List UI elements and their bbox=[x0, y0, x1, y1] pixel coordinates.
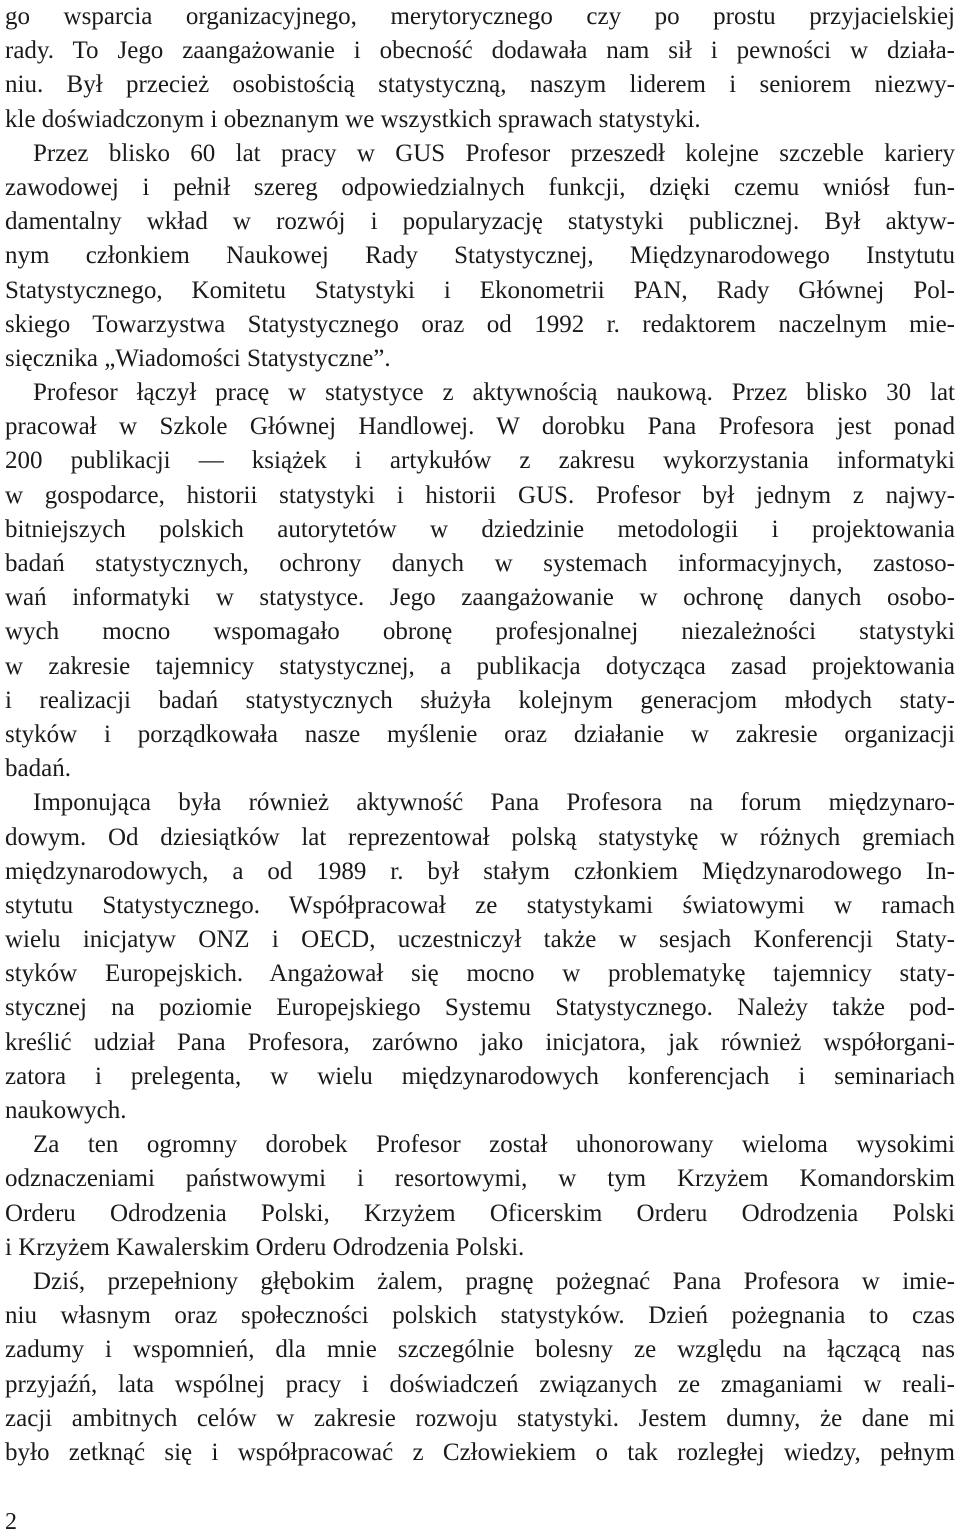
text-line: wań informatyki w statystyce. Jego zaangażowanie w ochronę danych osobo- bbox=[5, 584, 955, 612]
text-line: Imponująca była również aktywność Pana Profesora na forum międzynaro- bbox=[33, 789, 955, 817]
text-line: naukowych. bbox=[5, 1097, 127, 1124]
text-line: Dziś, przepełniony głębokim żalem, pragnę pożegnać Pana Profesora w imie- bbox=[33, 1267, 955, 1295]
page-number: 2 bbox=[5, 1509, 17, 1535]
text-line: wych mocno wspomagało obronę profesjonalnej niezależności statystyki bbox=[5, 618, 955, 646]
text-line: damentalny wkład w rozwój i popularyzację statystyki publicznej. Był aktyw- bbox=[5, 208, 955, 236]
text-line: 200 publikacji — książek i artykułów z zakresu wykorzystania informatyki bbox=[5, 447, 955, 475]
text-line: zatora i prelegenta, w wielu międzynarodowych konferencjach i seminariach bbox=[5, 1062, 955, 1090]
text-line: Profesor łączył pracę w statystyce z aktywnością naukową. Przez blisko 30 lat bbox=[33, 379, 955, 407]
text-line: było zetknąć się i współpracować z Człowiekiem o tak rozległej wiedzy, pełnym bbox=[5, 1438, 955, 1466]
text-line: skiego Towarzystwa Statystycznego oraz od 1992 r. redaktorem naczelnym mie- bbox=[5, 310, 955, 338]
text-line: Statystycznego, Komitetu Statystyki i Ekonometrii PAN, Rady Głównej Pol- bbox=[5, 276, 955, 304]
text-line: bitniejszych polskich autorytetów w dziedzinie metodologii i projektowania bbox=[5, 515, 955, 543]
text-line: badań statystycznych, ochrony danych w systemach informacyjnych, zastoso- bbox=[5, 550, 955, 577]
text-line: stycznej na poziomie Europejskiego Systemu Statystycznego. Należy także pod- bbox=[5, 994, 955, 1022]
text-line: Za ten ogromny dorobek Profesor został uhonorowany wieloma wysokimi bbox=[33, 1131, 955, 1159]
text-line: sięcznika „Wiadomości Statystyczne”. bbox=[5, 344, 391, 372]
text-line: stytutu Statystycznego. Współpracował ze statystykami światowymi w ramach bbox=[5, 891, 955, 919]
text-line: kreślić udział Pana Profesora, zarówno jako inicjatora, jak również współorgani- bbox=[5, 1028, 955, 1056]
text-line: kle doświadczonym i obeznanym we wszystkich sprawach statystyki. bbox=[5, 105, 701, 133]
text-line: zadumy i wspomnień, dla mnie szczególnie bolesny ze względu na łączącą nas bbox=[5, 1336, 955, 1364]
text-line: odznaczeniami państwowymi i resortowymi, w tym Krzyżem Komandorskim bbox=[5, 1165, 955, 1193]
text-line: Orderu Odrodzenia Polski, Krzyżem Oficerskim Orderu Odrodzenia Polski bbox=[5, 1199, 955, 1227]
document-page bbox=[5, 0, 955, 1470]
text-line: go wsparcia organizacyjnego, merytorycznego czy po prostu przyjacielskiej bbox=[5, 3, 955, 30]
text-line: dowym. Od dziesiątków lat reprezentował polską statystykę w różnych gremiach bbox=[5, 823, 955, 851]
text-line: niu. Był przecież osobistością statystyczną, naszym liderem i seniorem niezwy- bbox=[5, 71, 955, 99]
text-line: styków Europejskich. Angażował się mocno w problematykę tajemnicy staty- bbox=[5, 960, 955, 988]
text-line: międzynarodowych, a od 1989 r. był stałym członkiem Międzynarodowego In- bbox=[5, 857, 955, 885]
text-line: badań. bbox=[5, 755, 71, 783]
text-line: zacji ambitnych celów w zakresie rozwoju statystyki. Jestem dumny, że dane mi bbox=[5, 1404, 955, 1432]
text-line: i realizacji badań statystycznych służyła kolejnym generacjom młodych staty- bbox=[5, 686, 955, 714]
text-line: pracował w Szkole Głównej Handlowej. W dorobku Pana Profesora jest ponad bbox=[5, 413, 955, 441]
text-line: niu własnym oraz społeczności polskich statystyków. Dzień pożegnania to czas bbox=[5, 1302, 955, 1330]
text-line: Przez blisko 60 lat pracy w GUS Profesor przeszedł kolejne szczeble kariery bbox=[33, 139, 955, 167]
text-line: wielu inicjatyw ONZ i OECD, uczestniczył także w sesjach Konferencji Staty- bbox=[5, 926, 955, 954]
text-line: w zakresie tajemnicy statystycznej, a publikacja dotycząca zasad projektowania bbox=[5, 652, 955, 680]
text-line: styków i porządkowała nasze myślenie oraz działanie w zakresie organizacji bbox=[5, 720, 955, 748]
text-line: rady. To Jego zaangażowanie i obecność dodawała nam sił i pewności w działa- bbox=[5, 37, 955, 65]
text-line: przyjaźń, lata wspólnej pracy i doświadczeń związanych ze zmaganiami w reali- bbox=[5, 1370, 955, 1398]
text-line: zawodowej i pełnił szereg odpowiedzialnych funkcji, dzięki czemu wniósł fun- bbox=[5, 173, 955, 201]
text-line: i Krzyżem Kawalerskim Orderu Odrodzenia Polski. bbox=[5, 1233, 525, 1261]
text-line: nym członkiem Naukowej Rady Statystycznej, Międzynarodowego Instytutu bbox=[5, 242, 955, 270]
body-text bbox=[5, 0, 955, 1470]
text-line: w gospodarce, historii statystyki i historii GUS. Profesor był jednym z najwy- bbox=[5, 481, 955, 509]
